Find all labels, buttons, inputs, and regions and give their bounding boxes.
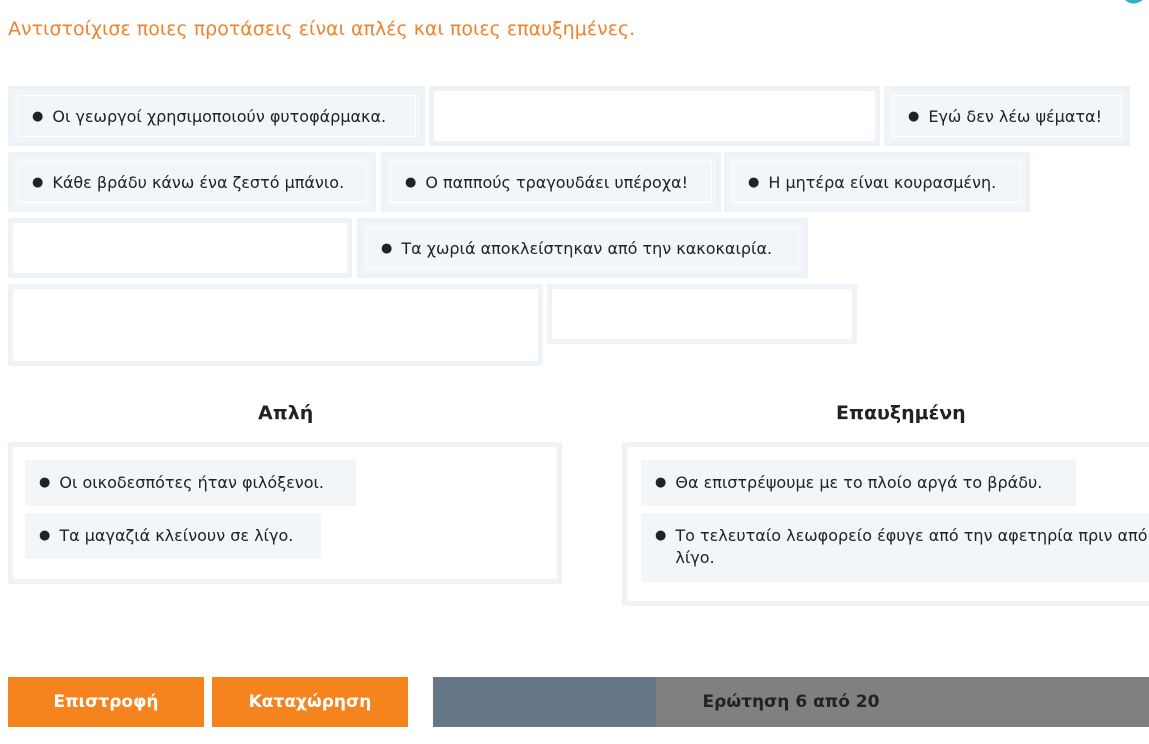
empty-slot[interactable] bbox=[429, 86, 880, 146]
placed-sentence[interactable] bbox=[25, 460, 356, 506]
empty-slot[interactable] bbox=[8, 218, 352, 278]
draggable-sentence[interactable] bbox=[733, 161, 1021, 203]
simple-heading: Απλή bbox=[258, 402, 314, 424]
bullet-icon: ● bbox=[748, 174, 760, 190]
draggable-sentence[interactable] bbox=[893, 95, 1121, 137]
bullet-icon: ● bbox=[32, 174, 44, 190]
sentence-label: Κάθε βράδυ κάνω ένα ζεστό μπάνιο. bbox=[52, 172, 345, 192]
draggable-sentence[interactable] bbox=[366, 227, 799, 269]
back-button[interactable]: Επιστροφή bbox=[8, 677, 204, 727]
bullet-icon: ● bbox=[908, 108, 920, 124]
bank-slot bbox=[357, 218, 808, 278]
bank-slot bbox=[8, 86, 425, 146]
bullet-icon: ● bbox=[39, 528, 51, 543]
submit-button[interactable]: Καταχώρηση bbox=[212, 677, 408, 727]
sentence-label: Οι γεωργοί χρησιμοποιούν φυτοφάρμακα. bbox=[52, 106, 387, 126]
placed-sentence[interactable] bbox=[641, 460, 1076, 506]
sentence-label: Θα επιστρέψουμε με το πλοίο αργά το βράδυ. bbox=[675, 473, 1043, 492]
bullet-icon: ● bbox=[39, 475, 51, 490]
corner-logo-icon bbox=[1121, 0, 1147, 10]
sentence-label: Τα μαγαζιά κλείνουν σε λίγο. bbox=[59, 526, 294, 545]
draggable-sentence[interactable] bbox=[390, 161, 712, 203]
bank-slot bbox=[724, 152, 1030, 212]
bank-slot bbox=[8, 152, 376, 212]
placed-sentence[interactable] bbox=[25, 513, 321, 559]
sentence-label: Εγώ δεν λέω ψέματα! bbox=[928, 106, 1102, 126]
extended-heading: Επαυξημένη bbox=[836, 402, 966, 424]
draggable-sentence[interactable] bbox=[17, 161, 367, 203]
instruction-title: Αντιστοίχισε ποιες προτάσεις είναι απλές και ποιες επαυξημένες. bbox=[8, 18, 636, 40]
sentence-label: Το τελευταίο λεωφορείο έφυγε από την αφετηρία πριν από λίγο. bbox=[675, 526, 1148, 567]
progress-bar bbox=[433, 677, 1149, 727]
bullet-icon: ● bbox=[381, 240, 393, 256]
draggable-sentence[interactable] bbox=[17, 95, 416, 137]
bullet-icon: ● bbox=[32, 108, 44, 124]
bullet-icon: ● bbox=[655, 475, 667, 490]
empty-slot[interactable] bbox=[8, 284, 543, 366]
bank-slot bbox=[381, 152, 721, 212]
bank-slot bbox=[884, 86, 1130, 146]
sentence-label: Ο παππούς τραγουδάει υπέροχα! bbox=[425, 172, 689, 192]
bullet-icon: ● bbox=[405, 174, 417, 190]
empty-slot[interactable] bbox=[547, 284, 857, 344]
sentence-label: Η μητέρα είναι κουρασμένη. bbox=[768, 172, 997, 192]
bullet-icon: ● bbox=[655, 528, 667, 543]
progress-label: Ερώτηση 6 από 20 bbox=[702, 692, 880, 712]
placed-sentence[interactable] bbox=[641, 513, 1149, 582]
sentence-label: Οι οικοδεσπότες ήταν φιλόξενοι. bbox=[59, 473, 324, 492]
sentence-label: Τα χωριά αποκλείστηκαν από την κακοκαιρία. bbox=[401, 238, 773, 258]
